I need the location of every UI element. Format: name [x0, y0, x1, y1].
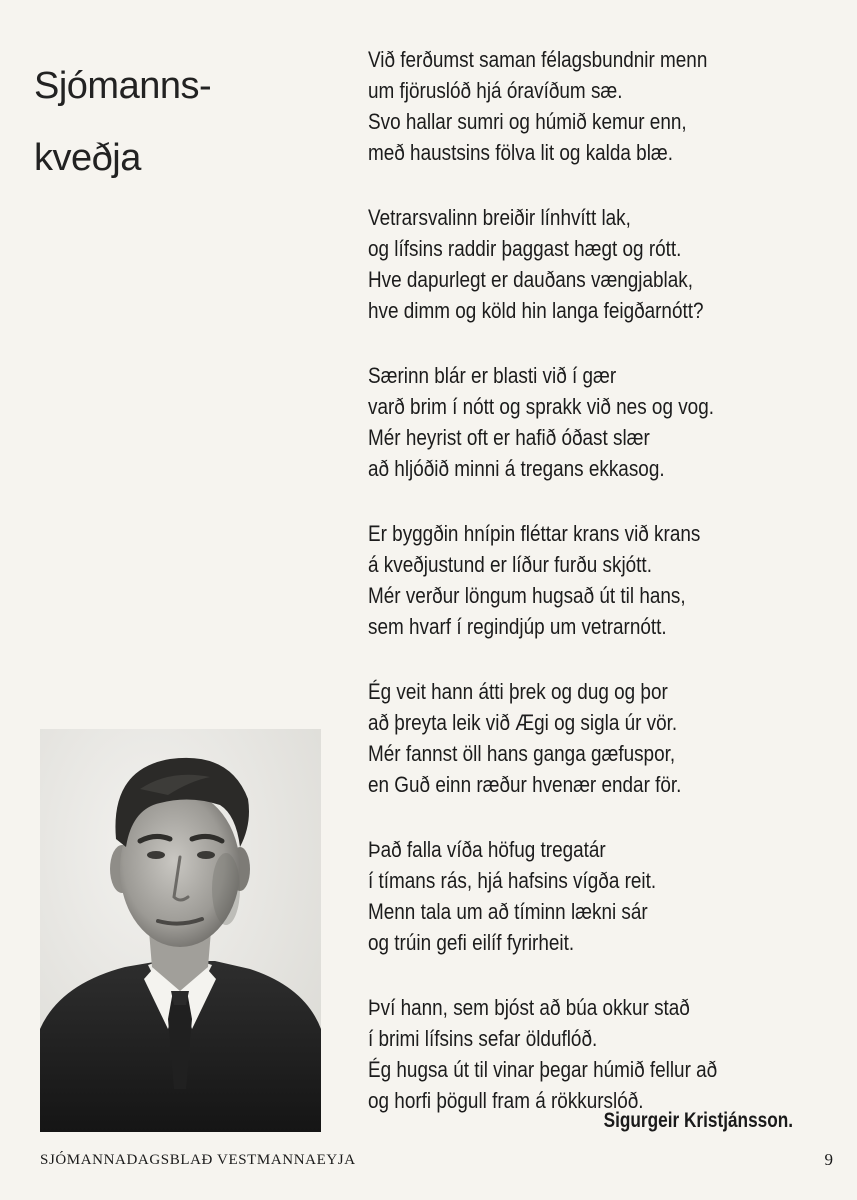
- poem-title-line-2: kveðja: [34, 137, 141, 179]
- poem-line: Það falla víða höfug tregatár: [368, 837, 606, 862]
- poem-line: Menn tala um að tíminn lækni sár: [368, 899, 648, 924]
- poem-line: sem hvarf í regindjúp um vetrarnótt.: [368, 614, 667, 639]
- poem-line: og lífsins raddir þaggast hægt og rótt.: [368, 236, 682, 261]
- poem-line: Því hann, sem bjóst að búa okkur stað: [368, 995, 690, 1020]
- stanza-4: [368, 518, 843, 642]
- poem-line: Ég hugsa út til vinar þegar húmið fellur að: [368, 1057, 718, 1082]
- poem-line: með haustsins fölva lit og kalda blæ.: [368, 140, 673, 165]
- poem-line: að þreyta leik við Ægi og sigla úr vör.: [368, 710, 678, 735]
- poem-line: um fjöruslóð hjá óravíðum sæ.: [368, 78, 623, 103]
- poem-line: en Guð einn ræður hvenær endar för.: [368, 772, 682, 797]
- poem-line: Mér verður löngum hugsað út til hans,: [368, 583, 686, 608]
- poem-line: og trúin gefi eilíf fyrirheit.: [368, 930, 575, 955]
- poem-line: að hljóðið minni á tregans ekkasog.: [368, 456, 665, 481]
- stanza-3: [368, 360, 843, 484]
- poem-line: í tímans rás, hjá hafsins vígða reit.: [368, 868, 657, 893]
- poem-line: á kveðjustund er líður furðu skjótt.: [368, 552, 652, 577]
- stanza-6: [368, 834, 843, 958]
- footer-page-number: 9: [824, 1150, 833, 1169]
- stanza-2: [368, 202, 843, 326]
- poem-title-line-1: Sjómanns-: [34, 65, 212, 107]
- poem-line: Vetrarsvalinn breiðir línhvítt lak,: [368, 205, 631, 230]
- stanza-1: [368, 44, 843, 168]
- poem-line: Mér fannst öll hans ganga gæfuspor,: [368, 741, 676, 766]
- poem-line: og horfi þögull fram á rökkurslóð.: [368, 1088, 644, 1113]
- poem-line: Við ferðumst saman félagsbundnir menn: [368, 47, 708, 72]
- poem-body: [368, 44, 843, 1150]
- poem-title: [34, 50, 294, 194]
- poem-author: Sigurgeir Kristjánsson.: [603, 1109, 793, 1132]
- poem-line: Er byggðin hnípin fléttar krans við krans: [368, 521, 701, 546]
- stanza-5: [368, 676, 843, 800]
- stanza-7: [368, 992, 843, 1116]
- footer-publication-name: SJÓMANNADAGSBLAÐ VESTMANNAEYJA: [40, 1152, 356, 1168]
- poem-line: Særinn blár er blasti við í gær: [368, 363, 617, 388]
- poem-line: varð brim í nótt og sprakk við nes og vog.: [368, 394, 714, 419]
- poem-line: Mér heyrist oft er hafið óðast slær: [368, 425, 650, 450]
- poem-line: Hve dapurlegt er dauðans vængjablak,: [368, 267, 694, 292]
- poem-line: Ég veit hann átti þrek og dug og þor: [368, 679, 668, 704]
- poem-line: Svo hallar sumri og húmið kemur enn,: [368, 109, 687, 134]
- author-portrait-photo: [40, 729, 321, 1132]
- poem-line: í brimi lífsins sefar ölduflóð.: [368, 1026, 598, 1051]
- poem-line: hve dimm og köld hin langa feigðarnótt?: [368, 298, 704, 323]
